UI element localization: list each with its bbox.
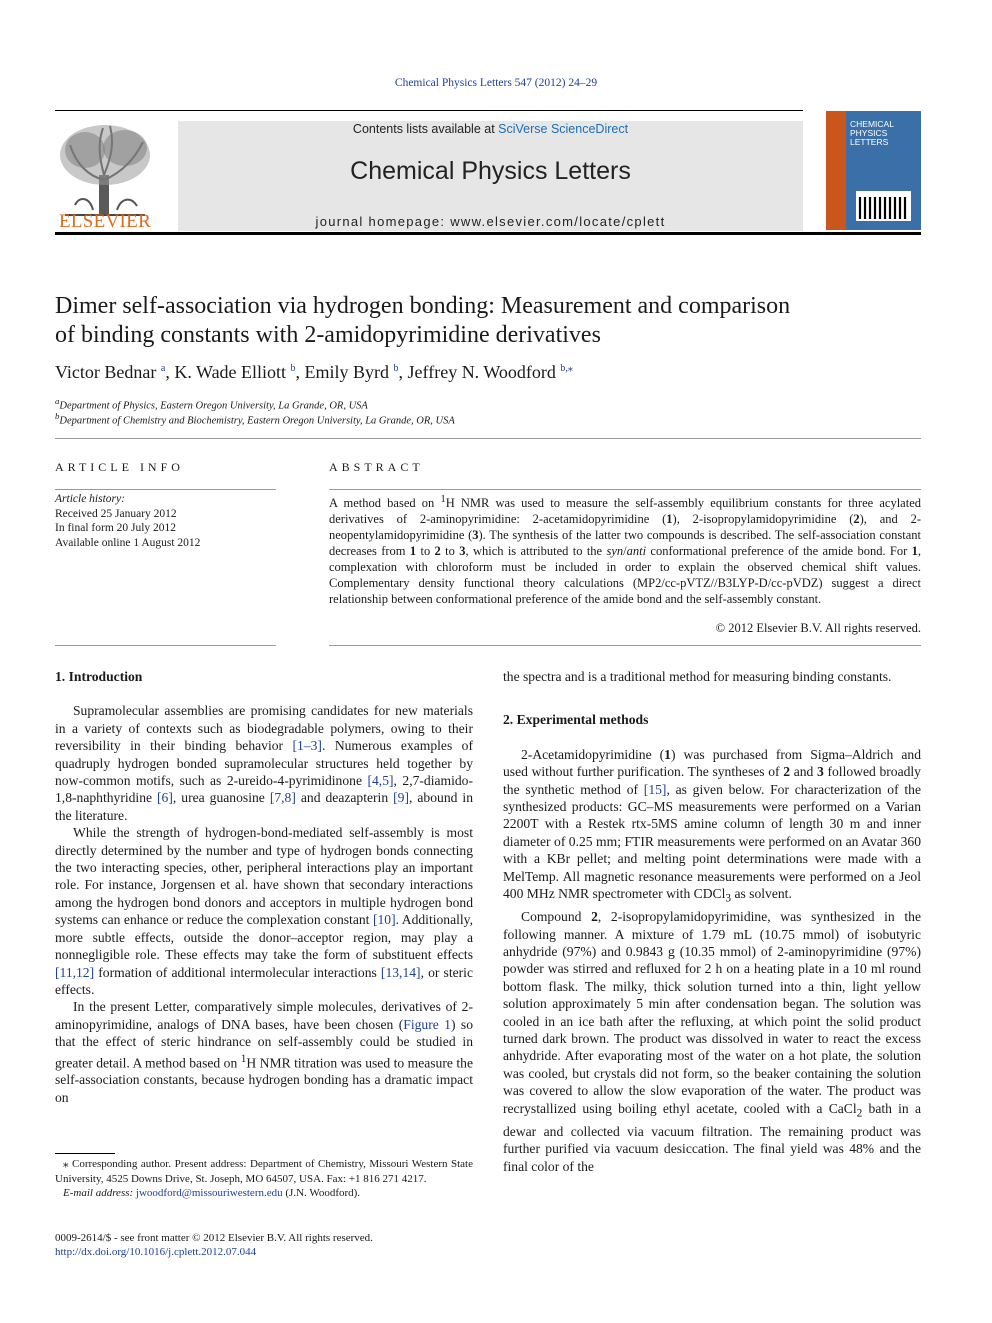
- email-link[interactable]: jwoodford@missouriwestern.edu: [135, 1187, 283, 1199]
- journal-cover: [826, 111, 921, 230]
- contents-prefix: Contents lists available at: [352, 122, 499, 136]
- body-paragraph: the spectra and is a traditional method for measuring binding constants.: [503, 669, 892, 684]
- journal-homepage[interactable]: journal homepage: www.elsevier.com/locate/cplett: [315, 214, 666, 229]
- copyright-notice: © 2012 Elsevier B.V. All rights reserved.: [715, 621, 921, 635]
- citation-link[interactable]: [15]: [643, 781, 667, 797]
- article-history: [55, 492, 276, 550]
- title-line: of binding constants with 2-amidopyrimidine derivatives: [55, 322, 601, 348]
- cover-title-line: CHEMICAL: [850, 119, 894, 129]
- affiliation-text: Department of Physics, Eastern Oregon University, La Grande, OR, USA: [59, 400, 368, 412]
- citation-link[interactable]: [7,8]: [269, 790, 296, 806]
- section-rule: [55, 489, 276, 490]
- email-label: E-mail address:: [63, 1187, 136, 1199]
- section-rule: [329, 489, 921, 490]
- email-note: [55, 1186, 473, 1201]
- article-info-heading: ARTICLE INFO: [55, 460, 184, 474]
- author-name: Jeffrey N. Woodford: [407, 362, 556, 382]
- footnote-rule: [55, 1153, 115, 1154]
- corresponding-author-note: ⁎ Corresponding author. Present address: Department of Chemistry, Missouri Western State University, 4525 Downs Drive, St. Joseph, MO 64507, USA. Fax: +1 816 271 4217.: [55, 1158, 473, 1185]
- article-title: [55, 292, 935, 350]
- section-heading-experimental: 2. Experimental methods: [503, 712, 649, 728]
- sciencedirect-link[interactable]: SciVerse ScienceDirect: [498, 122, 629, 136]
- citation-link[interactable]: [4,5]: [367, 773, 394, 789]
- affiliation-a: [55, 396, 368, 412]
- section-heading-introduction: 1. Introduction: [55, 669, 143, 684]
- journal-citation[interactable]: Chemical Physics Letters 547 (2012) 24–29: [394, 77, 598, 89]
- citation-link[interactable]: [10]: [372, 912, 396, 928]
- affiliation-b: [55, 411, 455, 427]
- citation-link[interactable]: [1–3]: [292, 738, 322, 754]
- history-online: Available online 1 August 2012: [55, 536, 201, 549]
- author-name: K. Wade Elliott: [174, 362, 287, 382]
- footnotes: [55, 1157, 473, 1201]
- body-left-column: [55, 668, 473, 1106]
- author-affiliation-mark[interactable]: b: [393, 363, 399, 374]
- contents-line: [178, 122, 803, 136]
- section-rule: [55, 438, 921, 439]
- section-rule: [55, 645, 276, 646]
- header-rule: [55, 110, 803, 111]
- history-label: Article history:: [55, 493, 125, 505]
- affiliation-mark: a: [55, 396, 60, 406]
- author-name: Victor Bednar: [55, 362, 157, 382]
- body-paragraph: 2-Acetamidopyrimidine (1) was purchased from Sigma–Aldrich and used without further purification. The syntheses of 2 and 3 followed broadly the synthetic method of [15], as given below. For characterization of the synthesized products: GC–MS measurements were performed on a Varian 2200T with a Restek rtx-5MS amine column of length 30 m and inner diameter of 0.25 mm; FTIR measurements were performed on an Avatar 360 with a KBr pellet; and melting point determinations were made with a MelTemp. All magnetic resonance measurements were performed on a Jeol 400 MHz NMR spectrometer with CDCl$_3$ as solvent.: [503, 746, 921, 905]
- abstract-heading: ABSTRACT: [329, 460, 424, 474]
- journal-name: Chemical Physics Letters: [350, 157, 631, 185]
- citation-link[interactable]: [6]: [157, 790, 173, 806]
- author-name: Emily Byrd: [304, 362, 390, 382]
- header-rule-thick: [55, 232, 921, 235]
- email-suffix: (J.N. Woodford).: [282, 1187, 361, 1199]
- issn-line: 0009-2614/$ - see front matter © 2012 Elsevier B.V. All rights reserved.: [55, 1232, 373, 1244]
- elsevier-wordmark: ELSEVIER: [58, 211, 152, 232]
- cover-title-line: PHYSICS: [850, 128, 888, 138]
- cover-spectrum-graphic: [856, 191, 911, 221]
- figure-link[interactable]: Figure 1: [403, 1016, 451, 1032]
- body-paragraph: In the present Letter, comparatively simple molecules, derivatives of 2-aminopyrimidine, analogs of DNA bases, have been chosen (Figure 1) so that the effect of steric hindrance on self-assembly could be studied in greater detail. A method based on $^1$H NMR titration was used to measure the self-association constants, because hydrogen bonding has a dramatic impact on: [55, 999, 474, 1105]
- history-final-form: In final form 20 July 2012: [55, 522, 177, 534]
- author-affiliation-mark[interactable]: b: [290, 363, 296, 374]
- author-list: Victor Bednar $^a$, K. Wade Elliott $^b$, Emily Byrd $^b$, Jeffrey N. Woodford $^{b,⁎}$: [55, 362, 573, 382]
- cover-strip: [826, 111, 846, 230]
- doi-link[interactable]: http://dx.doi.org/10.1016/j.cplett.2012.07.044: [55, 1246, 257, 1258]
- author-affiliation-mark[interactable]: b,⁎: [560, 363, 573, 374]
- body-paragraph: While the strength of hydrogen-bond-mediated self-assembly is most directly determined by the number and type of hydrogen bonds connecting the two interacting species, other, peripheral interactions play an important role. For instance, Jorgensen et al. have shown that secondary interactions among the hydrogen bond donors and acceptors in multiple hydrogen bond systems can enhance or reduce the complexation constant [10]. Additionally, more subtle effects, outside the donor–acceptor region, may play a nonnegligible role. These effects may take the form of substituent effects [11,12] formation of additional intermolecular interactions [13,14], or steric effects.: [55, 825, 473, 997]
- citation-link[interactable]: [11,12]: [55, 964, 95, 980]
- issn-doi-block: [55, 1231, 555, 1259]
- citation-link[interactable]: [9]: [393, 790, 409, 806]
- title-line: Dimer self-association via hydrogen bonding: Measurement and comparison: [55, 293, 791, 319]
- affiliation-text: Department of Chemistry and Biochemistry, Eastern Oregon University, La Grande, OR, USA: [59, 415, 455, 427]
- section-rule: [329, 645, 921, 646]
- citation-link[interactable]: [13,14]: [380, 964, 421, 980]
- body-paragraph: Compound 2, 2-isopropylamidopyrimidine, was synthesized in the following manner. A mixture of 1.79 mL (10.75 mmol) of isobutyric anhydride (97%) and 0.9843 g (10.35 mmol) of 2-aminopyrimidine (97%) powder was stirred and refluxed for 2 h on a heating plate in a 10 ml round bottom flask. The milky, thick solution turned into a thin, light yellow solution approximately 5 min after condensation began. The solution was cooled in an ice bath after the refluxing, at which point the solid product turned dark brown. The product was dissolved in water to react the excess anhydride. After evaporating most of the water on a hot plate, the solution was cooled, but crystals did not form, so the beaker containing the solution was covered to allow the slow evaporation of the water. The product was recrystallized using boiling ethyl acetate, cooled with a CaCl$_2$ bath in a dewar and collected via vacuum filtration. The remaining product was further purified via vacuum desiccation. The final yield was 48% and the final color of the: [503, 909, 921, 1174]
- cover-title: [850, 120, 894, 147]
- body-right-column: [503, 668, 921, 1175]
- cover-title-line: LETTERS: [850, 137, 889, 147]
- body-paragraph: Supramolecular assemblies are promising candidates for new materials in a variety of contexts such as biodegradable polymers, owing to their reversibility in their binding behavior [1–3]. Numerous examples of quadruply hydrogen bonded supramolecular structures held together by now-common motifs, such as 2-ureido-4-pyrimidinone [4,5], 2,7-diamido-1,8-naphthyridine [6], urea guanosine [7,8] and deazapterin [9], abound in the literature.: [55, 703, 473, 823]
- history-received: Received 25 January 2012: [55, 507, 177, 520]
- author-affiliation-mark[interactable]: a: [160, 363, 166, 374]
- affiliation-mark: b: [55, 411, 60, 421]
- abstract-text: A method based on $^1$H NMR was used to measure the self-assembly equilibrium constants for three acylated derivatives of 2-aminopyrimidine: 2-acetamidopyrimidine (1), 2-isopropylamidopyrimidine (2), and 2-neopentylamidopyrimidine (3). The synthesis of the latter two compounds is described. The self-association constant decreases from 1 to 2 to 3, which is attributed to the syn/anti conformational preference of the amide bond. For 1, complexation with chloroform must be included in order to explain the observed chemical shift values. Complementary density functional theory calculations (MP2/cc-pVTZ//B3LYP-D/cc-pVDZ) suggest a direct relationship between conformational preference of the amide bond and the self-assembly constant.: [329, 494, 922, 607]
